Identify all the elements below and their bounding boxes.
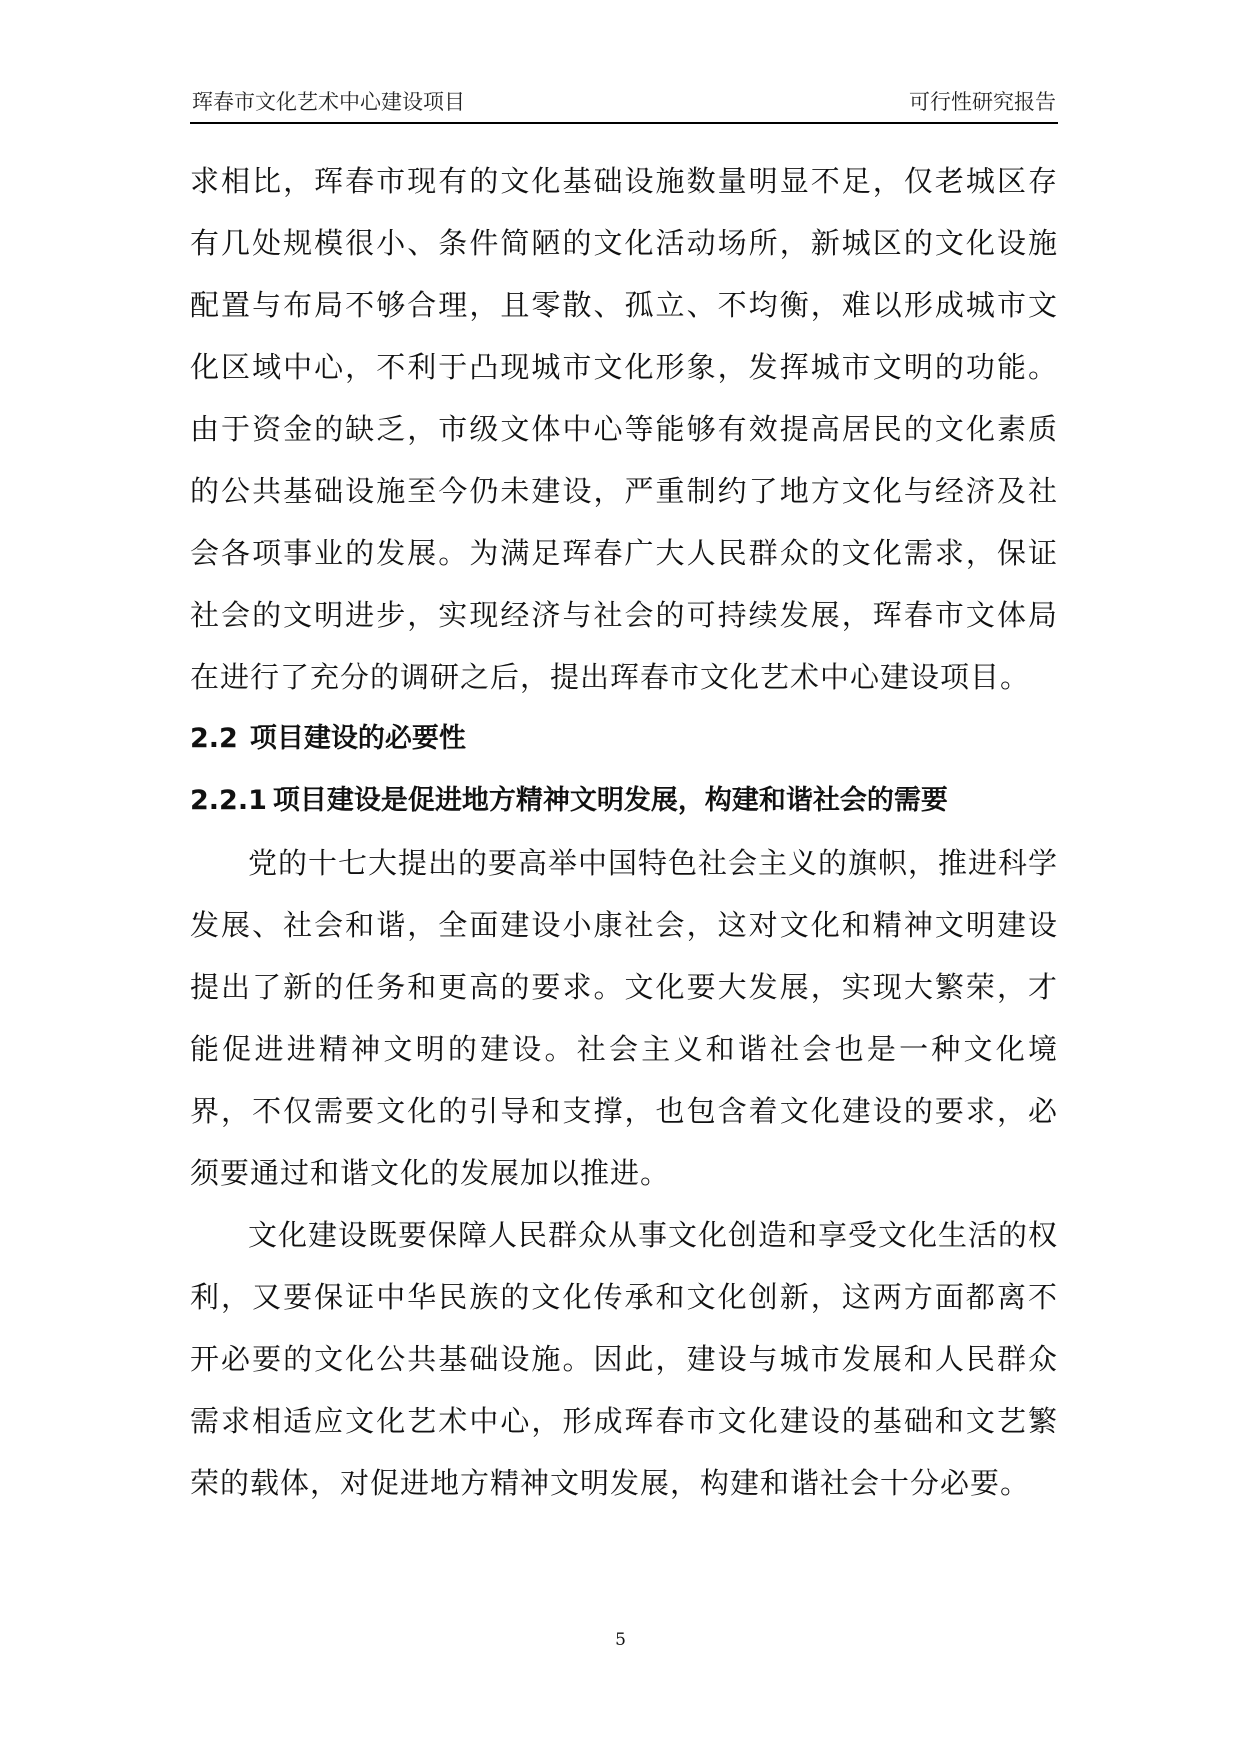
section-number: 2.2 bbox=[190, 723, 238, 754]
section-title: 项目建设的必要性 bbox=[249, 723, 466, 754]
page-header bbox=[190, 86, 1058, 124]
continued-paragraph: 求相比，珲春市现有的文化基础设施数量明显不足，仅老城区存有几处规模很小、条件简陋的文化活动场所，新城区的文化设施配置与布局不够合理，且零散、孤立、不均衡，难以形成城市文化区域中心，不利于凸现城市文化形象，发挥城市文明的功能。由于资金的缺乏，市级文体中心等能够有效提高居民的文化素质的公共基础设施至今仍未建设，严重制约了地方文化与经济及社会各项事业的发展。为满足珲春广大人民群众的文化需求，保证社会的文明进步，实现经济与社会的可持续发展，珲春市文体局在进行了充分的调研之后，提出珲春市文化艺术中心建设项目。 bbox=[190, 164, 1058, 694]
subsection-number: 2.2.1 bbox=[190, 785, 267, 816]
body-paragraph-2: 文化建设既要保障人民群众从事文化创造和享受文化生活的权利，又要保证中华民族的文化传承和文化创新，这两方面都离不开必要的文化公共基础设施。因此，建设与城市发展和人民群众需求相适应文化艺术中心，形成珲春市文化建设的基础和文艺繁荣的载体，对促进地方精神文明发展，构建和谐社会十分必要。 bbox=[190, 1218, 1059, 1500]
page-number: 5 bbox=[615, 1630, 626, 1650]
header-document-type: 可行性研究报告 bbox=[909, 90, 1056, 114]
section-heading bbox=[190, 708, 1058, 770]
body-paragraph-1: 党的十七大提出的要高举中国特色社会主义的旗帜，推进科学发展、社会和谐，全面建设小康社会，这对文化和精神文明建设提出了新的任务和更高的要求。文化要大发展，实现大繁荣，才能促进进精神文明的建设。社会主义和谐社会也是一种文化境界，不仅需要文化的引导和支撑，也包含着文化建设的要求，必须要通过和谐文化的发展加以推进。 bbox=[190, 846, 1059, 1190]
header-project-title: 珲春市文化艺术中心建设项目 bbox=[192, 90, 465, 114]
subsection-heading bbox=[190, 770, 1058, 832]
page-body bbox=[190, 150, 1058, 1514]
subsection-title: 项目建设是促进地方精神文明发展，构建和谐社会的需要 bbox=[272, 785, 948, 816]
